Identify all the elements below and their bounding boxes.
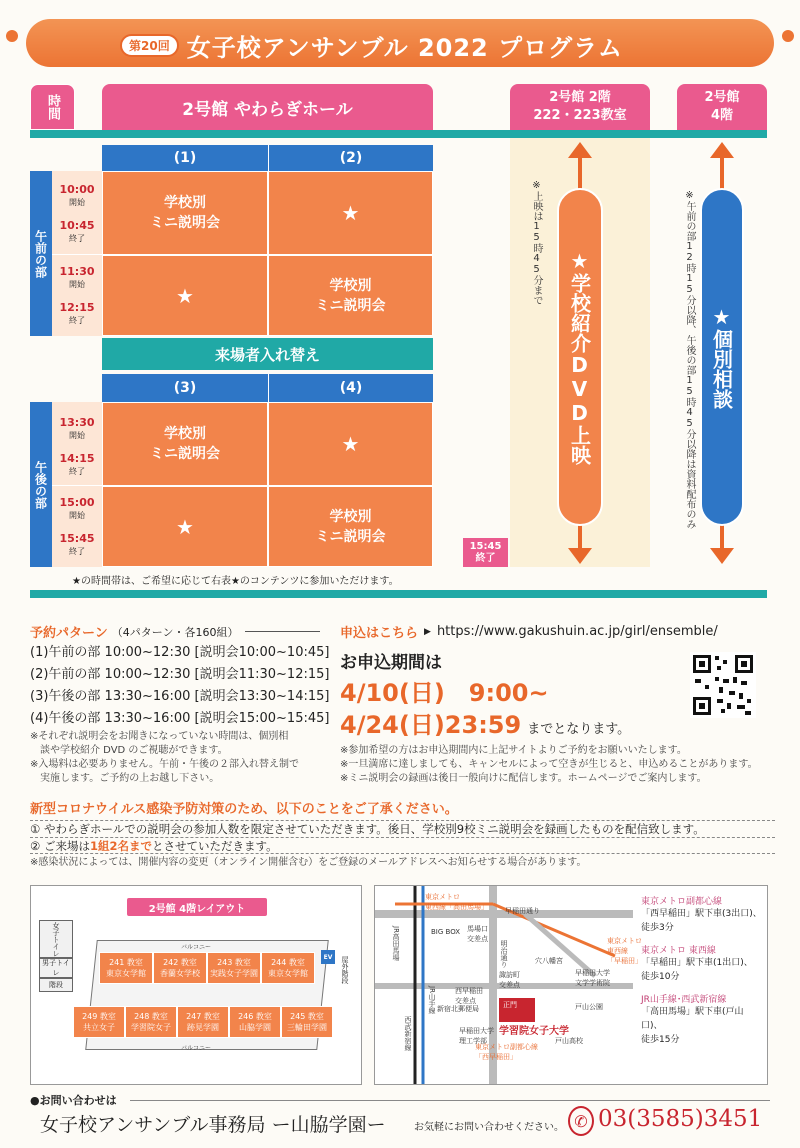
col-3-header: (3) [102, 374, 268, 402]
toilet-women: 女子トイレ [39, 920, 73, 958]
dvd-label: ★学校紹介DVD上映 [567, 249, 592, 465]
apply-title: 申込はこちら [340, 626, 419, 641]
balcony-label: バルコニー [181, 944, 212, 951]
slot-2: 11:30 開始 12:15 終了 [52, 255, 102, 336]
list-item: 東京メトロ副都心線 「西早稲田」駅下車(3出口)、 徒歩3分 [641, 897, 762, 933]
apply-url-link[interactable]: https://www.gakushuin.ac.jp/girl/ensemble/ [436, 624, 718, 639]
covid-items [30, 820, 775, 854]
dvd-note: ※上映は15時45分まで [531, 180, 542, 305]
consult-label: ★個別相談 [709, 305, 734, 409]
session-mini: 学校別 ミニ説明会 [268, 486, 433, 567]
schedule-footnote: ★の時間帯は、ご希望に応じて右表★のコンテンツに参加いただけます。 [72, 576, 399, 587]
session-star: ★ [102, 255, 268, 336]
consult-header: 2号館 4階 [677, 84, 767, 130]
access-map: 東京メトロ 東西線「高田馬場」 早稲田通り BIG BOX 馬場口 交差点 JR高田馬場 西武新宿線 明治通り 戸山公園 西早稲田 交差点 穴八幡宮 早稲田大学 文学学術院 東京メトロ 東西線 「早稲田」 諏訪町 交差点 新宿北郵便局 早稲田大学 理工学部 学習院女子大学 東京メトロ副都心線 「西早稲田」 正門 JR山手線 戸山高校 東京メトロ副都心線 「西早稲田」駅下車(3出口)、 徒歩3分 東京メトロ 東西線 「早稲田」駅下車(1出口)、 徒歩10分 JR山手線･西武新宿線 「高田馬場」駅下車(戸山口)、 徒歩15分 [374, 885, 768, 1085]
header-rule [30, 130, 767, 138]
room-247: 247 教室 跡見学園 [177, 1006, 229, 1038]
col-4-header: (4) [268, 374, 433, 402]
list-item: JR山手線･西武新宿線 「高田馬場」駅下車(戸山口)、 徒歩15分 [641, 995, 744, 1045]
room-242: 242 教室 香蘭女学校 [153, 952, 207, 984]
room-245: 245 教室 三輪田学園 [281, 1006, 333, 1038]
contact-label: ●お問い合わせは [30, 1094, 117, 1107]
covid-item-1: ① やわらぎホールでの説明会の参加人数を限定させていただきます。後日、学校別9校ミニ説明会を録画したものを配信致します。 [30, 822, 705, 836]
period-label: お申込期間は [340, 653, 442, 673]
session-star: ★ [268, 171, 433, 255]
time-header: 時間 [30, 84, 75, 130]
pattern-sub: （4パターン・各160組） [111, 625, 239, 639]
covid-note: ※感染状況によっては、開催内容の変更（オンライン開催含む）をご登録のメールアドレスへお知らせする場合があります。 [30, 857, 587, 868]
room-243: 243 教室 実践女子学園 [207, 952, 261, 984]
consult-note: ※午前の部12時15分以降、午後の部15時45分以降は資料配布のみ [684, 190, 695, 529]
stairs: 階段 [39, 978, 73, 992]
slot-3: 13:30 開始 14:15 終了 [52, 402, 102, 486]
elevator: EV [321, 950, 335, 964]
phone-icon: ✆ [568, 1106, 594, 1136]
room-header: 2号館 2階 222・223教室 [510, 84, 650, 130]
arrow-icon: ▶ [424, 626, 431, 637]
apply-row [340, 622, 718, 641]
room-246: 246 教室 山脇学園 [229, 1006, 281, 1038]
room-249: 249 教室 共立女子 [73, 1006, 125, 1038]
pattern-list [30, 642, 330, 730]
pattern-notes: ※それぞれ説明会をお聞きになっていない時間は、個別相 談や学校紹介 DVD のご視聴ができます。 ※入場料は必要ありません。午前・午後の２部入れ替え制で 実施します。ご予約の上お越し下さい。 [30, 731, 299, 784]
slot-1: 10:00 開始 10:45 終了 [52, 171, 102, 255]
audience-change: 来場者入れ替え [102, 338, 433, 370]
floor-plan [30, 885, 362, 1085]
session-star: ★ [102, 486, 268, 567]
col-1-header: (1) [102, 145, 268, 171]
access-list [641, 894, 765, 1047]
morning-label: 午前の部 [30, 171, 52, 336]
session-mini: 学校別 ミニ説明会 [102, 171, 268, 255]
list-item: (3)午後の部 13:30~16:00 [説明会13:30~14:15] [30, 689, 330, 704]
list-item: 東京メトロ 東西線 「早稲田」駅下車(1出口)、 徒歩10分 [641, 946, 753, 982]
floor-title: 2号館 4階レイアウト [127, 898, 267, 916]
covid-title: 新型コロナウイルス感染予防対策のため、以下のことをご了承ください。 [30, 802, 458, 817]
period-end-row [340, 705, 630, 740]
qr-code-icon[interactable] [690, 652, 756, 718]
period-end-suffix: までとなります。 [527, 722, 631, 737]
apply-notes: ※参加希望の方はお申込期間内に上記サイトよりご予約をお願いいたします。 ※一旦満席に達しましても、キャンセルによって空きが生じると、申込めることがあります。 ※ミニ説明会の録画は後日一般向けに配信します。ホームページでご案内します。 [340, 745, 758, 784]
page-title [120, 29, 623, 61]
session-mini: 学校別 ミニ説明会 [102, 402, 268, 486]
period-start: 4/10(日) 9:00~ [340, 679, 549, 707]
list-item: (4)午後の部 13:30~16:00 [説明会15:00~15:45] [30, 711, 330, 726]
session-mini: 学校別 ミニ説明会 [268, 255, 433, 336]
consult-pill [700, 188, 744, 526]
room-248: 248 教室 学習院女子 [125, 1006, 177, 1038]
contact-org: 女子校アンサンブル事務局 ー山脇学園ー [40, 1114, 386, 1136]
pattern-title-row [30, 622, 320, 641]
edition-badge: 第20回 [120, 34, 179, 57]
contact-rule [130, 1100, 770, 1101]
footer-rule [30, 590, 767, 598]
list-item: (2)午前の部 10:00~12:30 [説明会11:30~12:15] [30, 667, 330, 682]
col-2-header: (2) [268, 145, 433, 171]
contact-prompt: お気軽にお問い合わせください。 [414, 1122, 564, 1133]
decor-dot [6, 30, 18, 42]
dvd-end-time: 15:45 終了 [463, 538, 508, 567]
room-244: 244 教室 東京女学館 [261, 952, 315, 984]
school-label: 学習院女子大学 [499, 1026, 569, 1037]
room-241: 241 教室 東京女学館 [99, 952, 153, 984]
slot-4: 15:00 開始 15:45 終了 [52, 486, 102, 567]
title-text: 女子校アンサンブル 2022 プログラム [186, 33, 623, 62]
hall-header: 2号館 やわらぎホール [102, 84, 433, 130]
list-item: (1)午前の部 10:00~12:30 [説明会10:00~10:45] [30, 645, 330, 660]
phone-number[interactable]: 03(3585)3451 [598, 1106, 763, 1132]
balcony-label: バルコニー [181, 1045, 212, 1052]
afternoon-label: 午後の部 [30, 402, 52, 567]
decor-dot [782, 30, 794, 42]
toilet-men: 男子トイレ [39, 958, 73, 978]
dvd-pill [557, 188, 603, 526]
session-star: ★ [268, 402, 433, 486]
pattern-title: 予約パターン [30, 626, 108, 641]
outside-stairs: 屋外階段 [341, 956, 349, 984]
covid-item-2: ② ご来場は1組2名までとさせていただきます。 [30, 837, 775, 854]
period-end: 4/24(日)23:59 [340, 711, 522, 739]
